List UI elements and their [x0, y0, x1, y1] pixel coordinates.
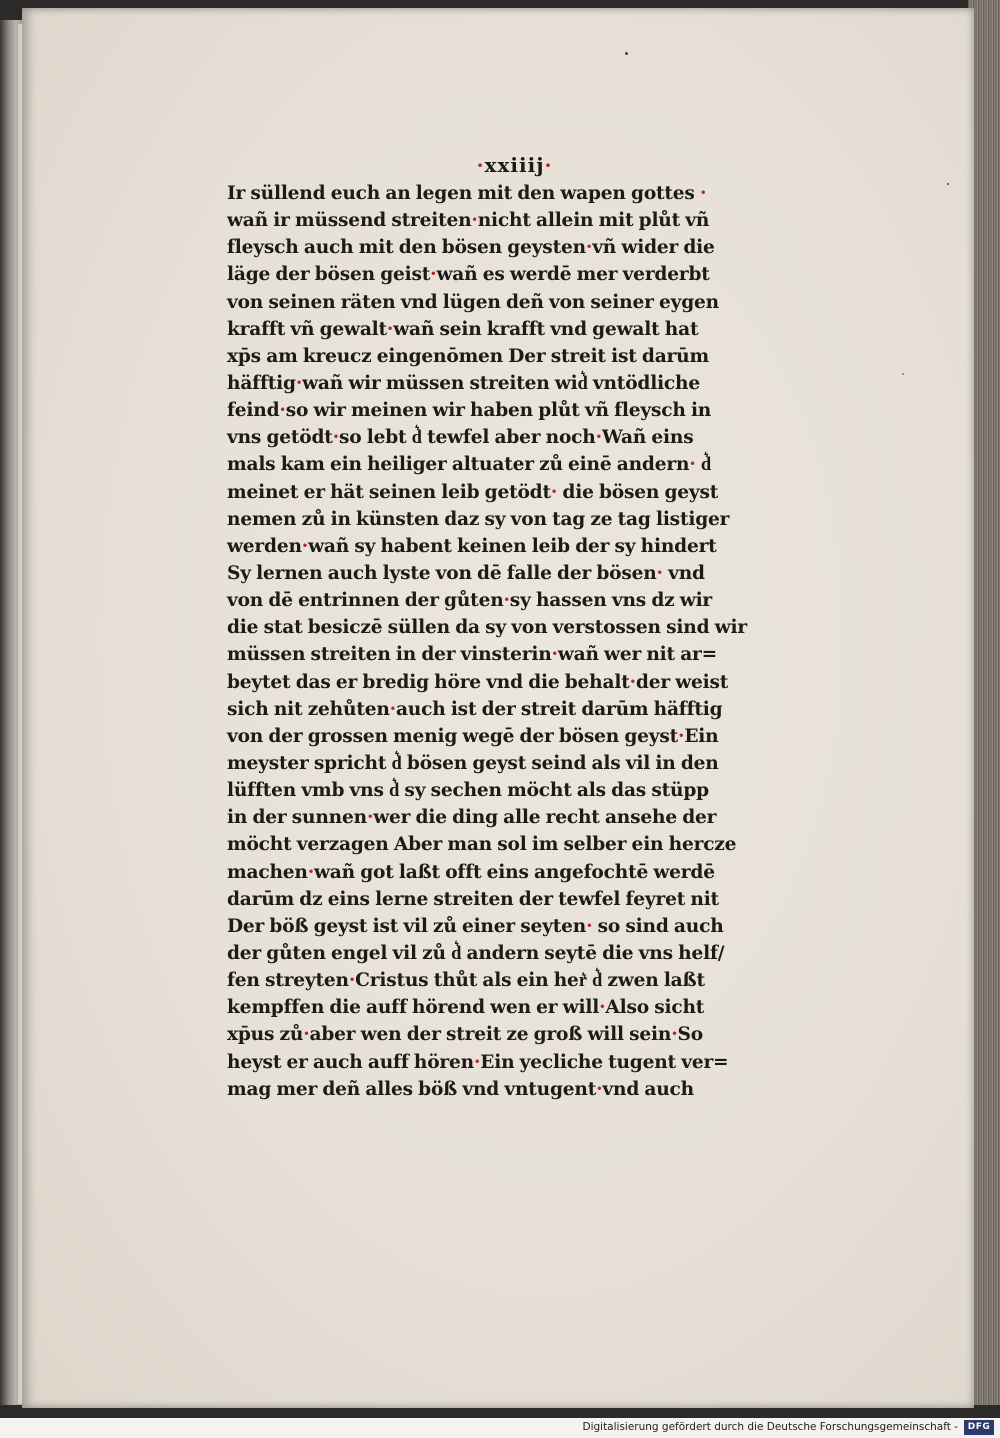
text-line: lüfften vmb vns d͛ sy sechen möcht als das stüpp — [227, 780, 709, 802]
text-line: nemen zů in künsten daz sy von tag ze tag listiger — [227, 508, 730, 530]
text-line: die stat besiczē süllen da sy von verstossen sind wir — [227, 617, 747, 639]
text-line: Der böß geyst ist vil zů einer seyten· so sind auch — [227, 915, 724, 937]
text-line: beytet das er bredig höre vnd die behalt·der weist — [227, 671, 729, 693]
text-line: fleysch auch mit den bösen geysten·vñ wider die — [227, 237, 715, 259]
footer-credit: Digitalisierung gefördert durch die Deutsche Forschungsgemeinschaft - — [582, 1421, 958, 1433]
text-line: machen·wañ got laßt offt eins angefochtē werdē — [227, 861, 715, 883]
text-line: der gůten engel vil zů d͛ andern seytē die vns helf/ — [227, 942, 725, 964]
text-line: kempffen die auff hörend wen er will·Also sicht — [227, 997, 705, 1019]
ink-speck — [947, 183, 949, 185]
text-line: mals kam ein heiliger altuater zů einē andern· d͛ — [227, 454, 711, 476]
text-line: xp̄us zů·aber wen der streit ze groß will sein·So — [227, 1024, 703, 1046]
folio-number: ·xxiiij· — [476, 153, 553, 177]
text-line: fen streyten·Cristus thůt als ein her͛ d͛ zwen laßt — [227, 970, 705, 992]
ink-speck — [625, 52, 628, 55]
text-line: krafft vñ gewalt·wañ sein krafft vnd gewalt hat — [227, 318, 699, 340]
text-line: von der grossen menig wegē der bösen geyst·Ein — [227, 725, 719, 747]
text-lines — [227, 180, 802, 1103]
text-line: Sy lernen auch lyste von dē falle der bösen· vnd — [227, 562, 705, 584]
text-line: möcht verzagen Aber man sol im selber ein hercze — [227, 834, 737, 856]
text-line: in der sunnen·wer die ding alle recht ansehe der — [227, 807, 717, 829]
text-line: vns getödt·so lebt d͛ tewfel aber noch·Wañ eins — [227, 427, 694, 449]
text-block — [227, 150, 802, 1103]
folio-label: xxiiij — [484, 153, 545, 177]
text-line: häfftig·wañ wir müssen streiten wid͛ vntödliche — [227, 372, 700, 394]
text-line: Ir süllend euch an legen mit den wapen gottes · — [227, 183, 707, 204]
text-line: läge der bösen geist·wañ es werdē mer verderbt — [227, 264, 710, 286]
ink-speck — [902, 373, 904, 375]
text-line: von seinen räten vnd lügen deñ von seiner eygen — [227, 291, 719, 313]
text-line: sich nit zehůten·auch ist der streit darūm häfftig — [227, 698, 723, 720]
text-line: mag mer deñ alles böß vnd vntugent·vnd auch — [227, 1078, 694, 1100]
text-line: meyster spricht d͛ bösen geyst seind als vil in den — [227, 752, 719, 774]
text-line: feind·so wir meinen wir haben plůt vñ fleysch in — [227, 400, 712, 422]
book-page — [22, 8, 974, 1408]
text-line: wañ ir müssend streiten·nicht allein mit plůt vñ — [227, 210, 710, 232]
text-line: müssen streiten in der vinsterin·wañ wer nit ar= — [227, 644, 718, 666]
text-line: von dē entrinnen der gůten·sy hassen vns dz wir — [227, 590, 713, 612]
dfg-logo: DFG — [964, 1420, 994, 1435]
text-line: darūm dz eins lerne streiten der tewfel feyret nit — [227, 888, 719, 910]
text-line: werden·wañ sy habent keinen leib der sy hindert — [227, 535, 717, 557]
text-line: xp̄s am kreucz eingenōmen Der streit ist darūm — [227, 345, 709, 367]
text-line: heyst er auch auff hören·Ein yecliche tugent ver= — [227, 1051, 729, 1073]
text-line: meinet er hät seinen leib getödt· die bösen geyst — [227, 481, 719, 503]
footer — [0, 1418, 1000, 1438]
